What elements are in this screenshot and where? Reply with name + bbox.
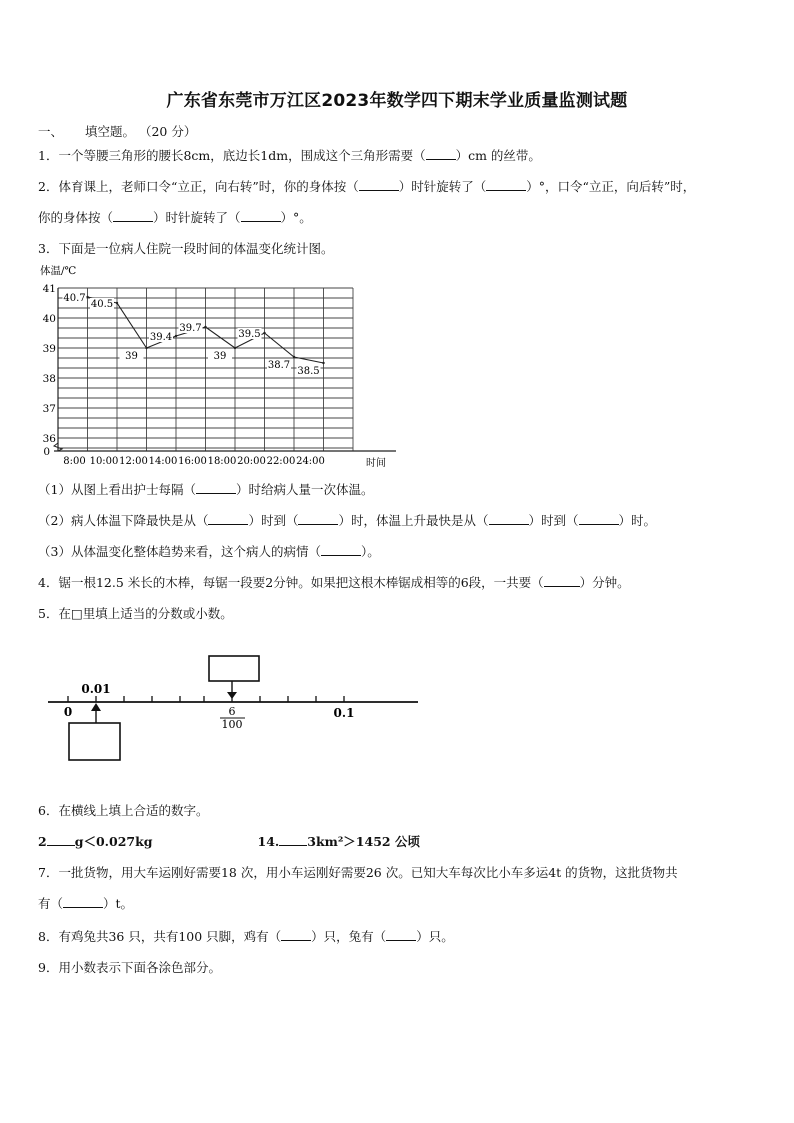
q4-text-b: ）分钟。 — [579, 575, 630, 590]
question-3: 3．下面是一位病人住院一段时间的体温变化统计图。 — [38, 241, 334, 256]
answer-blank[interactable] — [63, 907, 103, 908]
q1-text-a: 1．一个等腰三角形的腰长8cm，底边长1dm，围成这个三角形需要（ — [38, 148, 426, 163]
q6a-suffix: g＜0.027kg — [74, 834, 153, 849]
q3-sub2-text-e: ）时。 — [618, 513, 657, 528]
data-point — [116, 302, 118, 304]
question-3-sub-3 — [38, 542, 380, 560]
q8-text-a: 8．有鸡兔共36 只，共有100 只脚，鸡有（ — [38, 929, 282, 944]
y-tick-label: 38 — [42, 373, 56, 385]
x-tick-label: 18:00 — [207, 456, 237, 467]
answer-blank[interactable] — [47, 845, 75, 846]
question-7-line-2 — [38, 894, 133, 912]
number-line-figure — [40, 650, 430, 770]
answer-blank[interactable] — [426, 159, 456, 160]
answer-blank[interactable] — [579, 524, 619, 525]
data-label: 39.7 — [179, 323, 202, 334]
q6b-prefix: 14. — [257, 834, 280, 849]
fraction-numerator: 6 — [228, 705, 236, 718]
fraction-denominator: 100 — [221, 718, 243, 731]
x-tick-label: 22:00 — [266, 456, 296, 467]
section-number: 一、 — [38, 124, 64, 139]
answer-box-bottom[interactable] — [69, 723, 120, 760]
answer-blank[interactable] — [359, 190, 399, 191]
data-point — [234, 347, 236, 349]
question-7-line-1: 7．一批货物，用大车运刚好需要18 次，用小车运刚好需要26 次。已知大车每次比小车多运4t 的货物，这批货物共 — [38, 865, 678, 880]
question-3-sub-2 — [38, 511, 656, 529]
question-5: 5．在□里填上适当的分数或小数。 — [38, 606, 233, 621]
question-3-sub-1 — [38, 480, 373, 498]
question-4 — [38, 573, 630, 591]
answer-box-top[interactable] — [209, 656, 259, 681]
answer-blank[interactable] — [241, 221, 281, 222]
q4-text-a: 4．锯一根12.5 米长的木棒，每锯一段要2分钟。如果把这根木棒锯成相等的6段，一共要（ — [38, 575, 544, 590]
y-tick-label: 40 — [42, 313, 56, 325]
q8-text-c: ）只。 — [416, 929, 454, 944]
question-2-line-2 — [38, 208, 312, 226]
q3-sub2-text-c: ）时，体温上升最快是从（ — [338, 513, 489, 528]
section-heading — [38, 122, 196, 140]
answer-blank[interactable] — [298, 524, 338, 525]
data-point — [204, 326, 206, 328]
data-label: 39 — [213, 351, 227, 362]
data-label: 39 — [125, 351, 138, 362]
data-label: 38.7 — [267, 360, 291, 371]
q2-text-f: ）°。 — [280, 210, 312, 225]
answer-blank[interactable] — [386, 940, 416, 941]
q2-text-d: 你的身体按（ — [38, 210, 114, 225]
section-label: 填空题。 — [84, 124, 135, 139]
data-point — [322, 362, 324, 364]
data-label: 40.5 — [90, 299, 114, 310]
x-tick-label: 20:00 — [237, 456, 266, 467]
answer-blank[interactable] — [544, 586, 580, 587]
x-tick-label: 8:00 — [63, 456, 86, 467]
q1-text-b: ）cm 的丝带。 — [455, 148, 541, 163]
label-0-01: 0.01 — [81, 682, 111, 696]
q6b-suffix: 3km²＞1452 公顷 — [307, 834, 420, 849]
y-tick-label: 39 — [42, 343, 56, 355]
chart-axes — [54, 288, 396, 451]
data-point — [293, 356, 295, 358]
q2-text-e: ）时针旋转了（ — [153, 210, 241, 225]
answer-blank[interactable] — [489, 524, 529, 525]
page-title: 广东省东莞市万江区2023年数学四下期末学业质量监测试题 — [166, 91, 628, 111]
arrow-up-icon — [91, 703, 101, 711]
data-label: 39.5 — [238, 329, 261, 340]
question-2-line-1 — [38, 177, 695, 195]
x-tick-label: 10:00 — [89, 456, 119, 467]
q3-sub1-text-a: （1）从图上看出护士每隔（ — [38, 482, 196, 497]
q2-text-a: 2．体育课上，老师口令“立正，向右转”时，你的身体按（ — [38, 179, 359, 194]
y-tick-label: 37 — [42, 403, 56, 415]
answer-blank[interactable] — [208, 524, 248, 525]
data-labels — [63, 292, 325, 377]
answer-blank[interactable] — [486, 190, 526, 191]
q3-sub3-text-b: ）。 — [360, 544, 380, 559]
x-tick-label: 14:00 — [148, 456, 178, 467]
x-tick-label: 16:00 — [178, 456, 207, 467]
data-point — [175, 335, 177, 337]
answer-blank[interactable] — [279, 845, 307, 846]
q6a-prefix: 2 — [38, 834, 47, 849]
section-score: （20 分） — [138, 124, 197, 139]
x-tick-labels — [63, 456, 325, 467]
data-point — [86, 296, 88, 298]
question-9: 9．用小数表示下面各涂色部分。 — [38, 960, 221, 975]
y-tick-label: 41 — [42, 283, 56, 295]
y-zero-label: 0 — [43, 446, 50, 458]
q3-sub2-text-d: ）时到（ — [528, 513, 579, 528]
q3-sub3-text-a: （3）从体温变化整体趋势来看，这个病人的病情（ — [38, 544, 321, 559]
x-tick-label: 24:00 — [296, 456, 325, 467]
q3-sub1-text-b: ）时给病人量一次体温。 — [235, 482, 374, 497]
x-tick-label: 12:00 — [119, 456, 148, 467]
answer-blank[interactable] — [113, 221, 153, 222]
answer-blank[interactable] — [196, 493, 236, 494]
question-8 — [38, 927, 454, 945]
x-axis-label: 时间 — [366, 458, 386, 469]
answer-blank[interactable] — [321, 555, 361, 556]
question-1 — [38, 146, 541, 164]
y-tick-labels — [43, 283, 57, 445]
label-0-1: 0.1 — [333, 706, 355, 720]
question-6: 6．在横线上填上合适的数字。 — [38, 803, 209, 818]
answer-blank[interactable] — [281, 940, 311, 941]
y-axis-label: 体温/℃ — [40, 265, 77, 277]
data-label: 40.7 — [63, 293, 86, 304]
data-point — [263, 332, 265, 334]
question-6-items — [38, 832, 420, 850]
q2-text-b: ）时针旋转了（ — [398, 179, 487, 194]
data-label: 38.5 — [297, 366, 320, 377]
y-tick-label: 36 — [42, 433, 56, 445]
q3-sub2-text-a: （2）病人体温下降最快是从（ — [38, 513, 209, 528]
q7-text-b: ）t。 — [103, 896, 134, 911]
temperature-line-chart — [34, 260, 414, 472]
q8-text-b: ）只，兔有（ — [311, 929, 387, 944]
q3-sub2-text-b: ）时到（ — [248, 513, 299, 528]
q7-text-a: 有（ — [38, 896, 64, 911]
data-point — [145, 347, 147, 349]
label-0: 0 — [63, 705, 73, 719]
number-line-ticks — [68, 696, 344, 702]
q2-text-c: ）°，口令“立正，向后转”时， — [526, 179, 696, 194]
data-label: 39.4 — [149, 332, 173, 343]
